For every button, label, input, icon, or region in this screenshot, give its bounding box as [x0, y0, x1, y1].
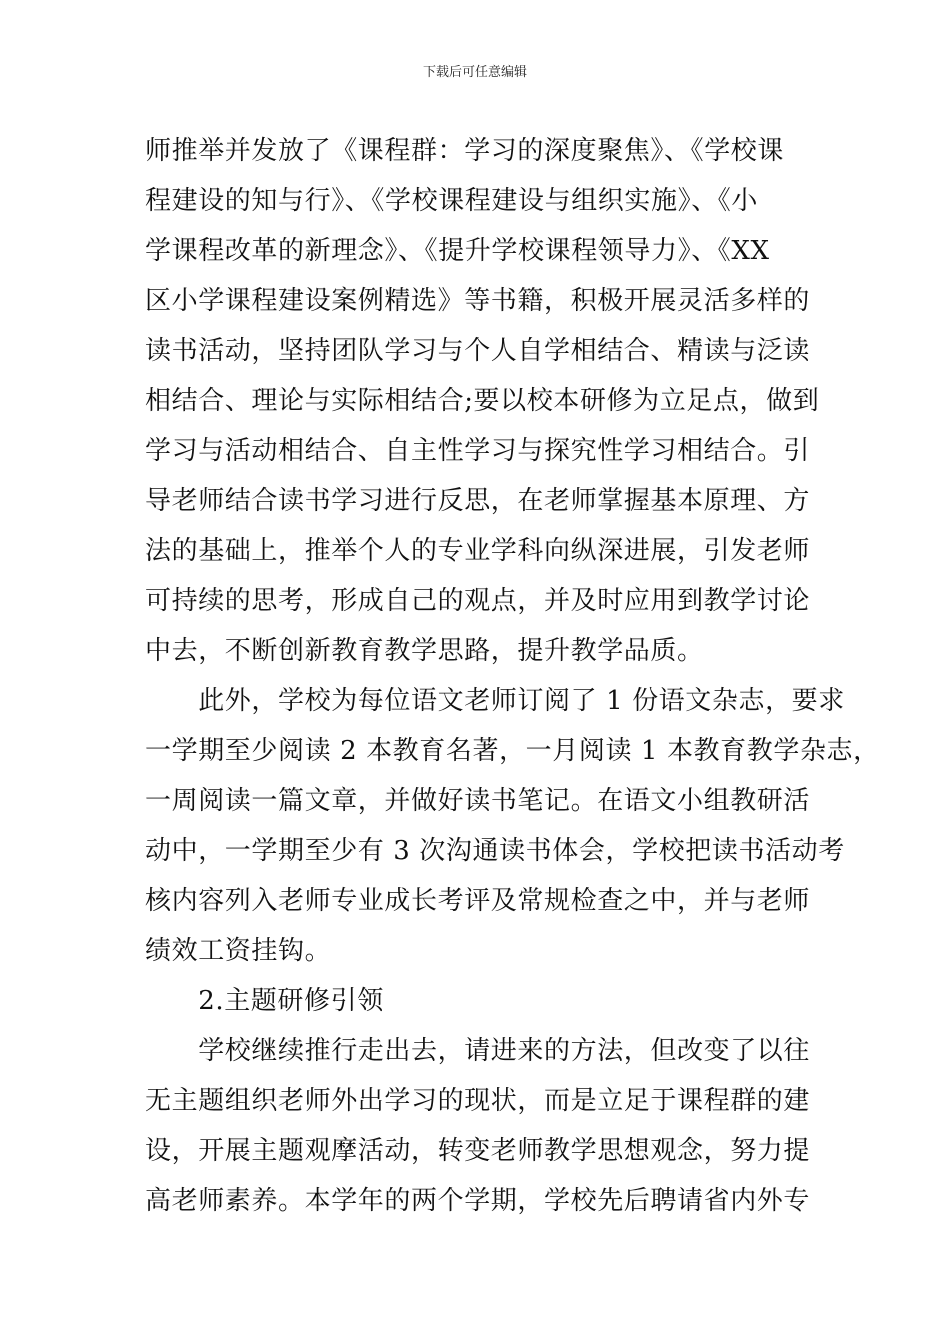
text-line: 一学期至少阅读 2 本教育名著，一月阅读 1 本教育教学杂志，: [145, 736, 880, 766]
text-line: 此外，学校为每位语文老师订阅了 1 份语文杂志，要求: [145, 686, 845, 716]
text-line: 设，开展主题观摩活动，转变老师教学思想观念，努力提: [145, 1136, 811, 1166]
text-line: 绩效工资挂钩。: [145, 936, 332, 966]
text-line: 可持续的思考，形成自己的观点，并及时应用到教学讨论: [145, 586, 811, 616]
section-heading: 2.主题研修引领: [145, 986, 384, 1016]
text-line: 读书活动，坚持团队学习与个人自学相结合、精读与泛读: [145, 336, 811, 366]
text-line: 相结合、理论与实际相结合;要以校本研修为立足点，做到: [145, 386, 820, 416]
text-line: 法的基础上，推举个人的专业学科向纵深进展，引发老师: [145, 536, 811, 566]
text-line: 区小学课程建设案例精选》等书籍，积极开展灵活多样的: [145, 286, 811, 316]
document-body: [145, 126, 880, 1226]
text-line: 动中，一学期至少有 3 次沟通读书体会，学校把读书活动考: [145, 836, 845, 866]
page-header: 下载后可任意编辑: [422, 65, 527, 80]
text-line: 学校继续推行走出去，请进来的方法，但改变了以往: [145, 1036, 811, 1066]
text-line: 无主题组织老师外出学习的现状，而是立足于课程群的建: [145, 1086, 811, 1116]
text-line: 学习与活动相结合、自主性学习与探究性学习相结合。引: [145, 436, 811, 466]
text-line: 学课程改革的新理念》、《提升学校课程领导力》、《XX: [145, 236, 770, 266]
text-line: 核内容列入老师专业成长考评及常规检查之中，并与老师: [145, 886, 811, 916]
text-line: 程建设的知与行》、《学校课程建设与组织实施》、《小: [145, 186, 759, 216]
text-line: 中去，不断创新教育教学思路，提升教学品质。: [145, 636, 704, 666]
text-line: 导老师结合读书学习进行反思，在老师掌握基本原理、方: [145, 486, 811, 516]
text-line: 高老师素养。本学年的两个学期，学校先后聘请省内外专: [145, 1186, 811, 1216]
text-line: 一周阅读一篇文章，并做好读书笔记。在语文小组教研活: [145, 786, 811, 816]
text-line: 师推举并发放了《课程群：学习的深度聚焦》、《学校课: [145, 136, 785, 166]
